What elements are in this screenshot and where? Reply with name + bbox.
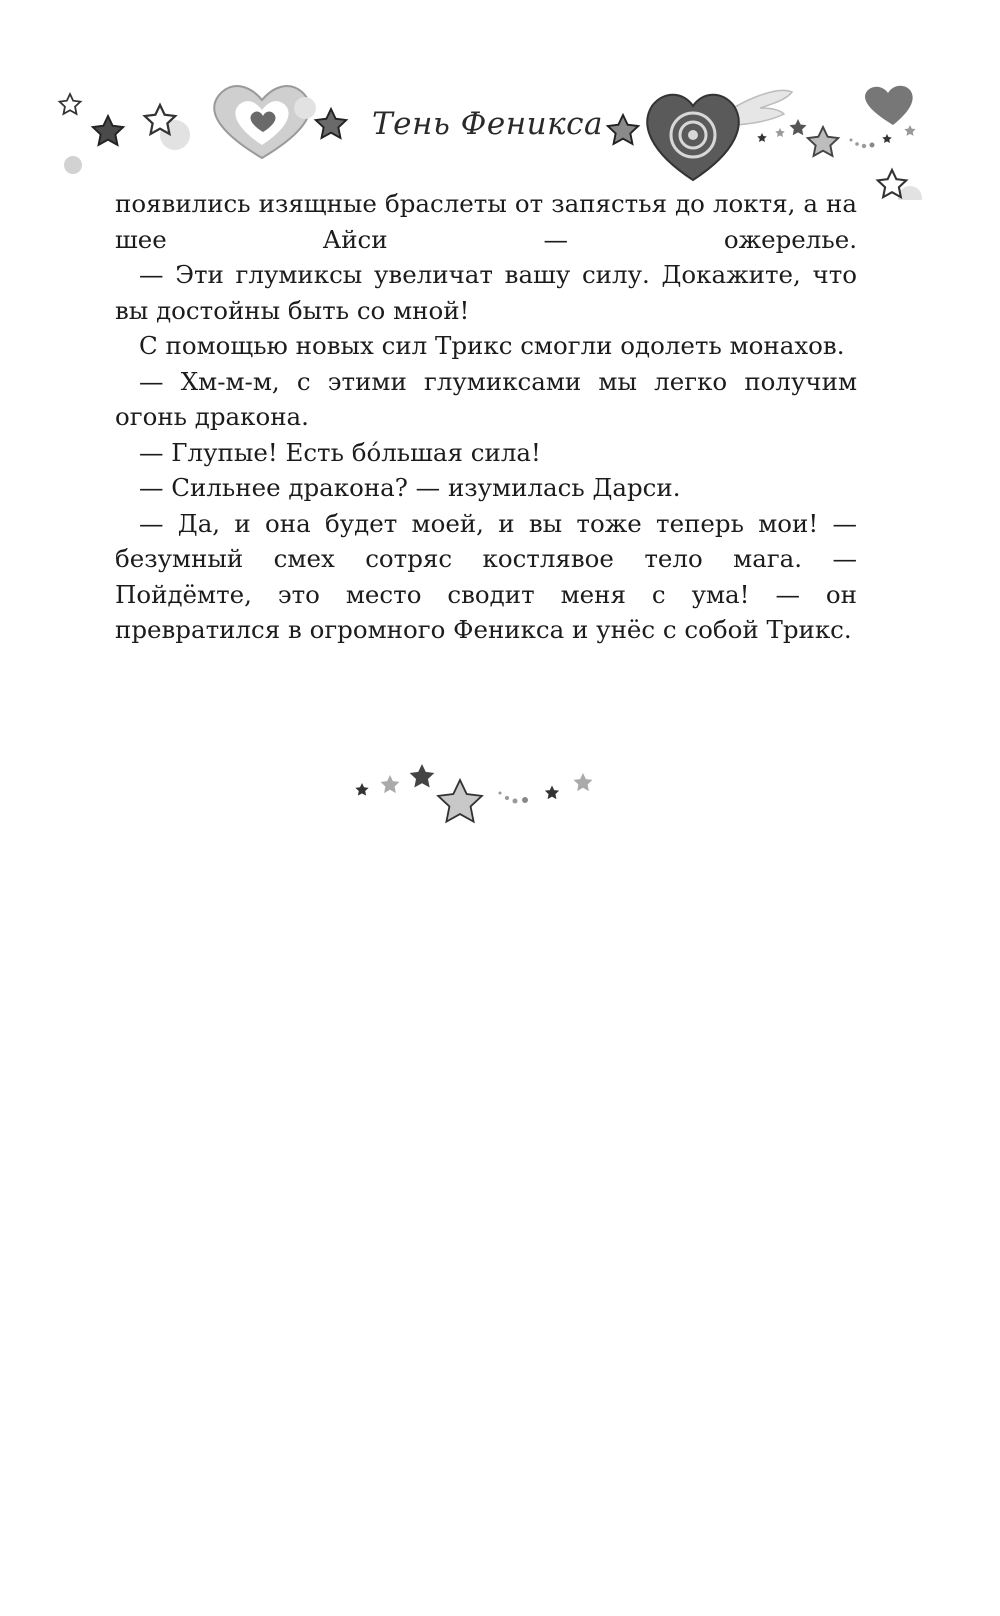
star-icon: [757, 133, 767, 142]
star-icon: [882, 134, 892, 143]
star-icon: [93, 116, 123, 145]
heart-icon: [865, 86, 913, 125]
star-icon: [789, 119, 806, 135]
star-icon: [410, 764, 435, 788]
paragraph: — Да, и она будет моей, и вы тоже теперь мои! — безумный смех сотряс костлявое тело мага. — Пойдёмте, это место сводит меня с ума! — он превратился в огромного Феникса и унёс с собой Трикс.: [115, 508, 857, 644]
star-icon: [316, 109, 346, 138]
page-header: [0, 0, 1000, 200]
ornament-stars: [350, 755, 620, 835]
running-title: Тень Феникса: [372, 106, 603, 142]
star-icon: [355, 783, 368, 796]
star-icon: [574, 773, 593, 791]
paragraph: — Эти глумиксы увеличат вашу силу. Докажите, что вы достойны быть со мной!: [115, 260, 857, 325]
star-icon: [60, 94, 81, 114]
star-icon: [438, 780, 482, 822]
star-icon: [545, 786, 559, 800]
header-decoration: [0, 0, 1000, 200]
paragraph: — Глупые! Есть бóльшая сила!: [139, 437, 541, 467]
paragraph: появились изящные браслеты от запястья до локтя, а на шее Айси — ожерелье.: [115, 189, 857, 254]
star-icon: [381, 775, 400, 793]
star-icon: [775, 128, 785, 137]
body-text: [115, 186, 857, 648]
paragraph: — Хм-м-м, с этими глумиксами мы легко получим огонь дракона.: [115, 366, 857, 431]
star-icon: [808, 127, 838, 156]
paragraph: — Сильнее дракона? — изумилась Дарси.: [139, 473, 681, 502]
dot-icon: [64, 156, 82, 174]
dot-icon: [294, 97, 316, 119]
paragraph: С помощью новых сил Трикс смогли одолеть монахов.: [139, 331, 845, 360]
star-icon: [608, 115, 638, 144]
section-ornament: [350, 755, 620, 839]
star-icon: [904, 125, 915, 136]
